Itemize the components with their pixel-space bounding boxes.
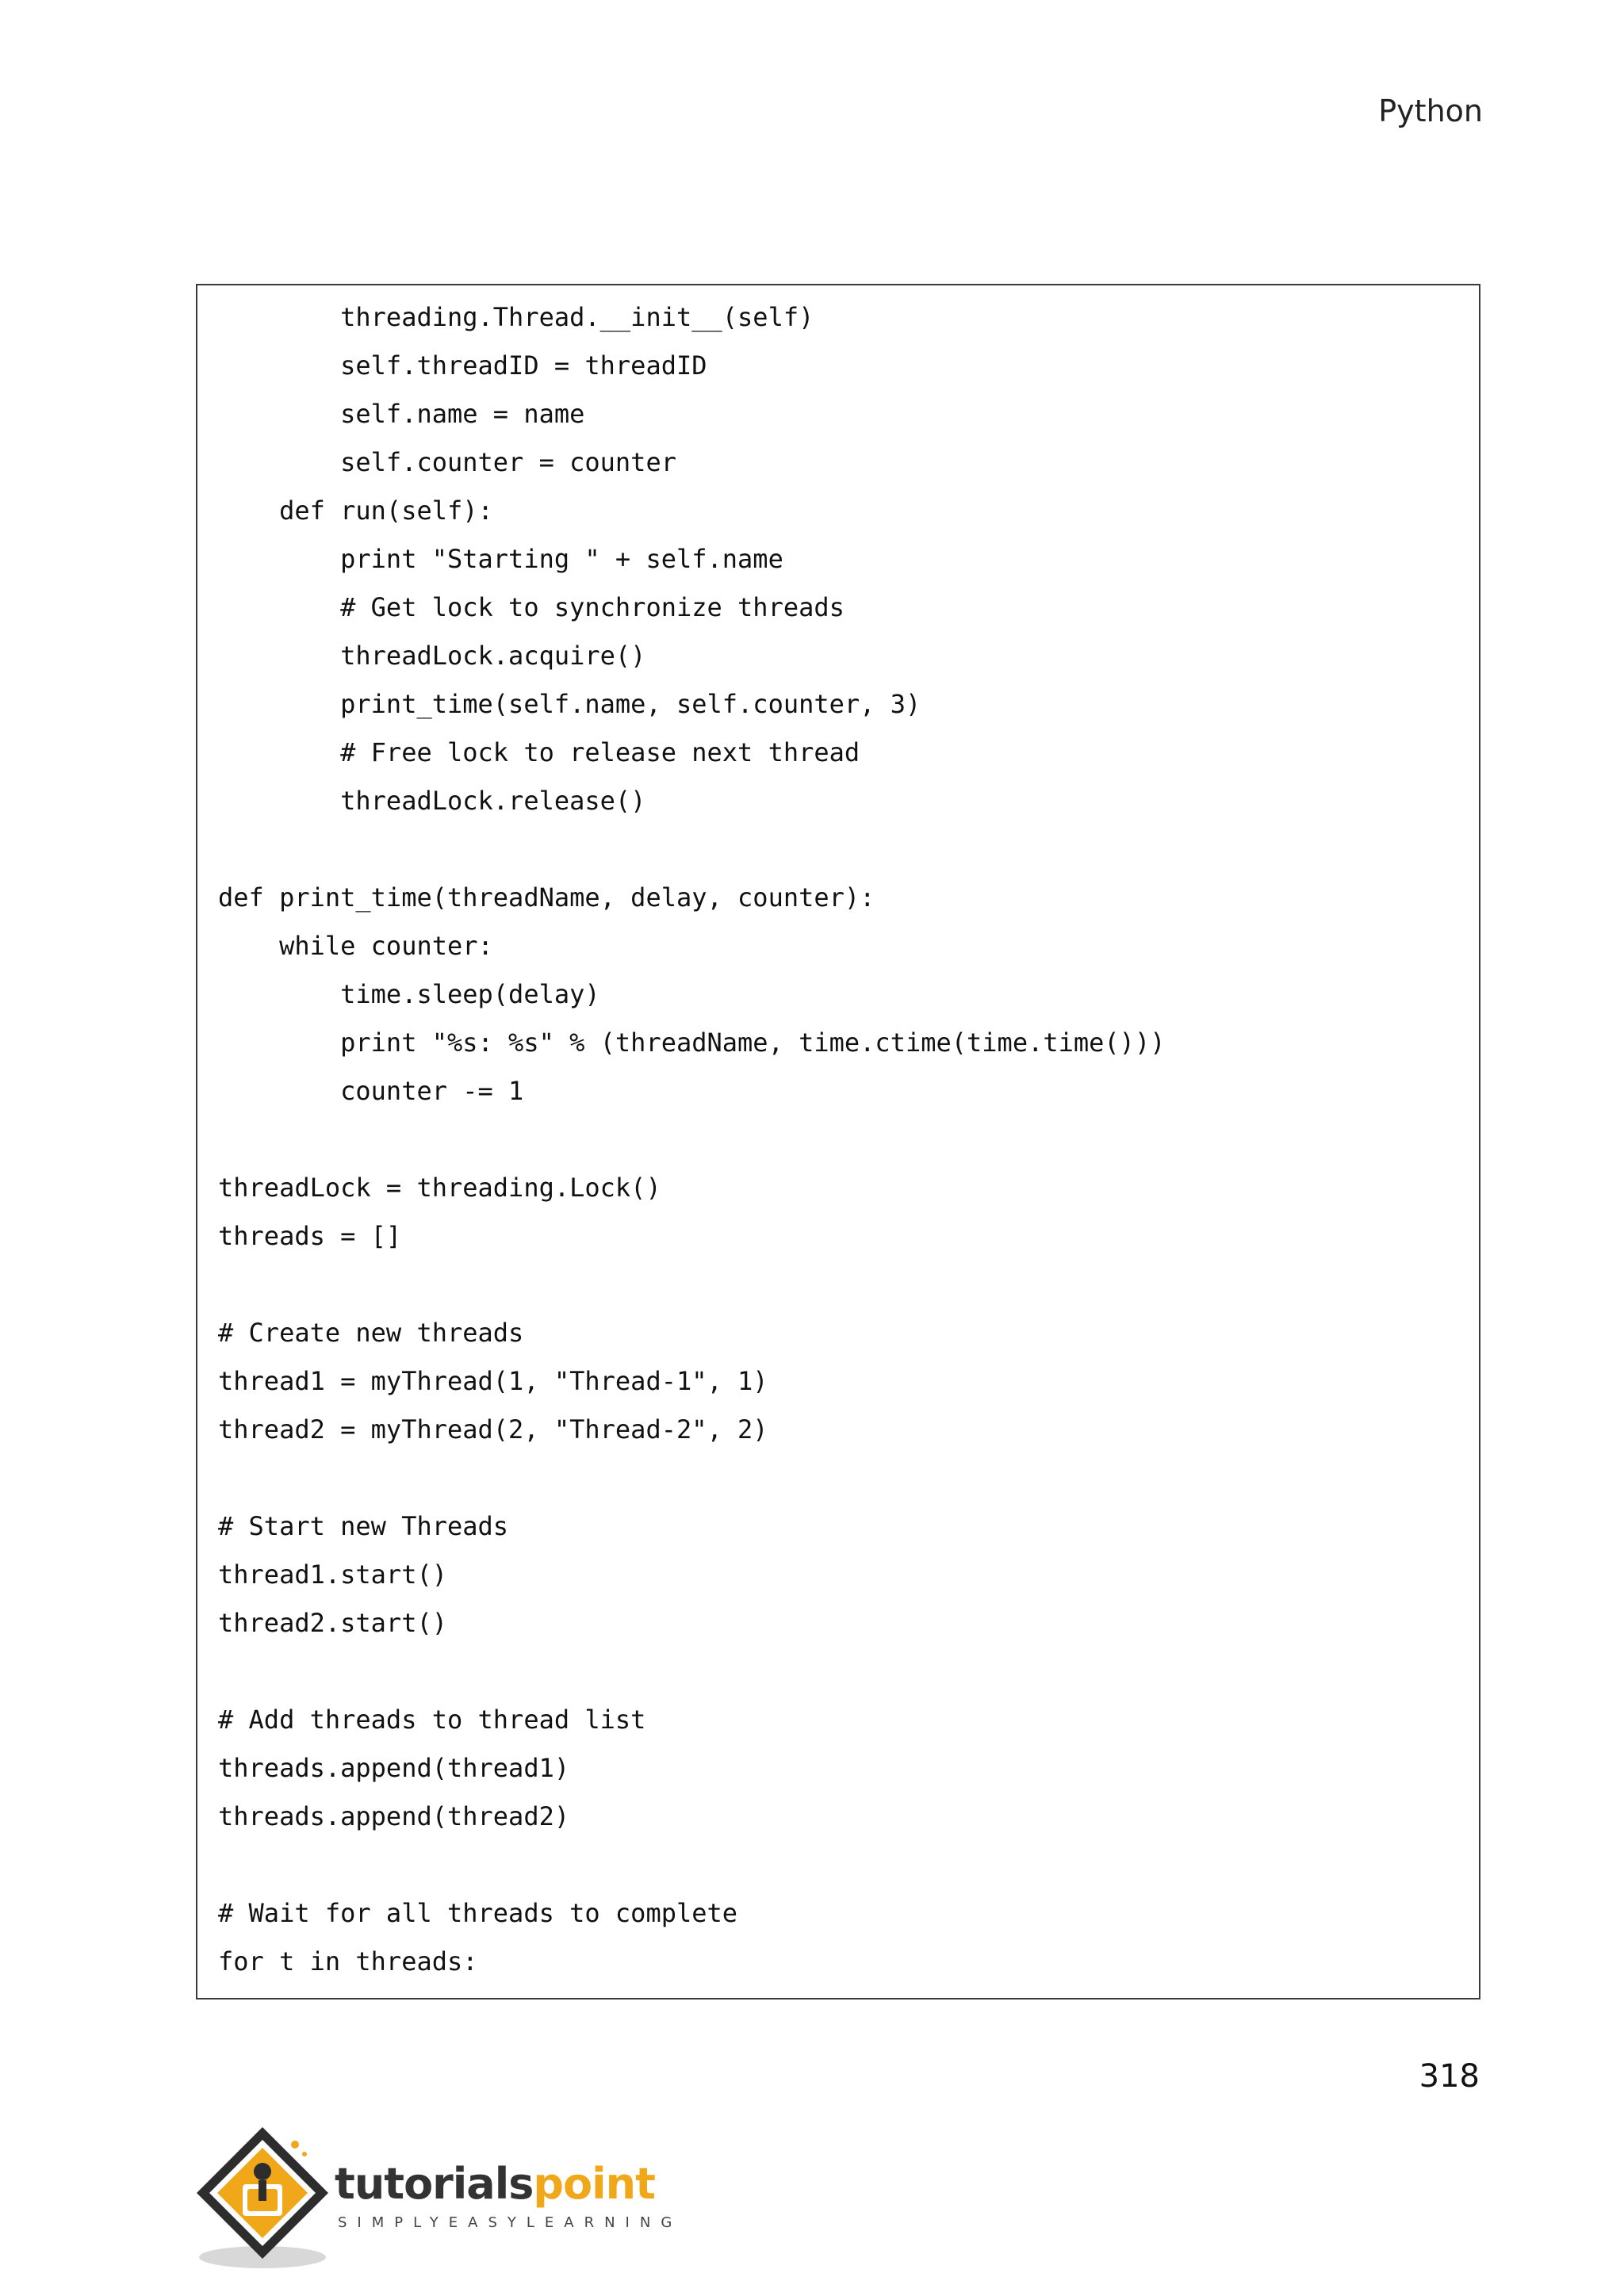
code-line: threads.append(thread2) <box>218 1801 570 1831</box>
code-line: # Get lock to synchronize threads <box>218 592 845 622</box>
logo-word-point: point <box>533 2159 655 2209</box>
code-line: threading.Thread.__init__(self) <box>218 302 814 332</box>
code-line: def print_time(threadName, delay, counter): <box>218 882 875 913</box>
code-line: # Create new threads <box>218 1318 524 1348</box>
code-line: # Free lock to release next thread <box>218 737 860 767</box>
page-header-title: Python <box>1378 94 1483 128</box>
code-line: thread1.start() <box>218 1559 447 1590</box>
code-line: thread1 = myThread(1, "Thread-1", 1) <box>218 1366 768 1396</box>
logo-tagline: SIMPLYEASYLEARNING <box>338 2214 683 2231</box>
code-line: while counter: <box>218 931 493 961</box>
code-line: threads.append(thread1) <box>218 1753 570 1783</box>
code-line: self.counter = counter <box>218 447 676 477</box>
code-line: self.threadID = threadID <box>218 350 707 381</box>
code-line: threadLock = threading.Lock() <box>218 1173 661 1203</box>
tutorialspoint-logo <box>195 2121 687 2271</box>
code-line: thread2.start() <box>218 1608 447 1638</box>
logo-diamond-icon <box>195 2121 346 2271</box>
code-line: thread2 = myThread(2, "Thread-2", 2) <box>218 1414 768 1445</box>
code-line: # Wait for all threads to complete <box>218 1898 738 1928</box>
code-line: # Add threads to thread list <box>218 1705 646 1735</box>
code-line: # Start new Threads <box>218 1511 509 1541</box>
code-line: for t in threads: <box>218 1946 478 1976</box>
code-line: self.name = name <box>218 399 585 429</box>
code-line: time.sleep(delay) <box>218 979 600 1009</box>
page-number: 318 <box>1419 2058 1480 2095</box>
code-line: def run(self): <box>218 496 493 526</box>
logo-wordmark <box>335 2159 655 2209</box>
code-block <box>196 284 1480 1999</box>
code-line: threads = [] <box>218 1221 402 1251</box>
code-line: print "%s: %s" % (threadName, time.ctime(time.time())) <box>218 1027 1166 1058</box>
logo-word-tutorials: tutorials <box>335 2159 534 2209</box>
code-line: threadLock.acquire() <box>218 641 646 671</box>
code-line: print_time(self.name, self.counter, 3) <box>218 689 921 719</box>
code-line: print "Starting " + self.name <box>218 544 783 574</box>
code-line: threadLock.release() <box>218 786 646 816</box>
code-line: counter -= 1 <box>218 1076 524 1106</box>
